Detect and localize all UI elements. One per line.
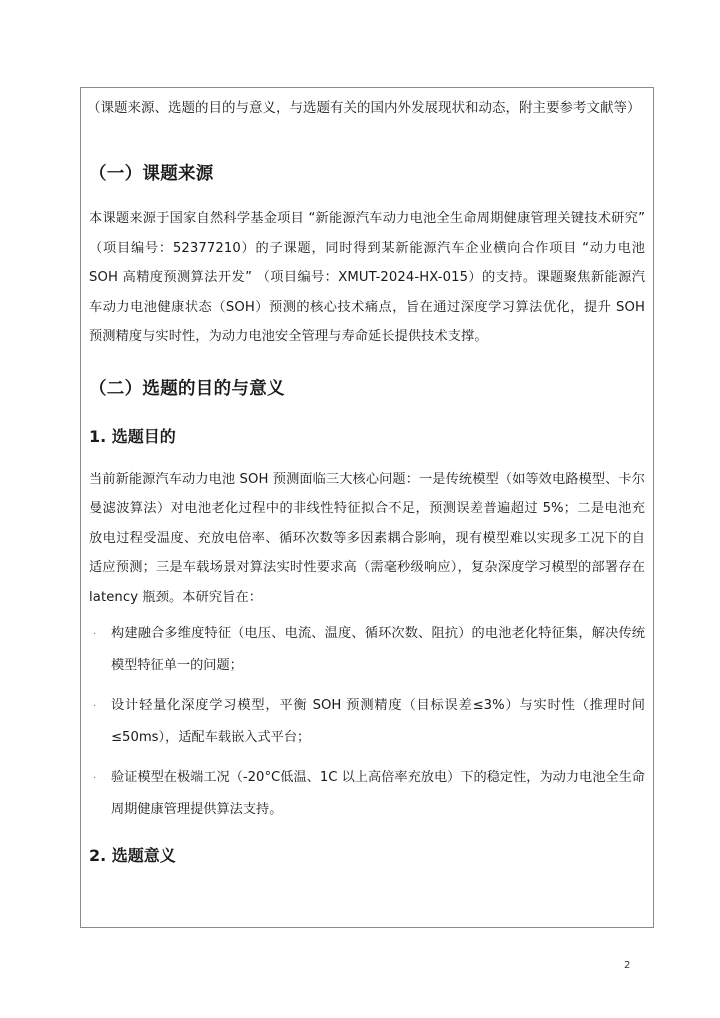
purpose-bullet-list: [89, 618, 645, 826]
bullet-dot-icon: ·: [93, 699, 97, 712]
bullet-text: 验证模型在极端工况（-20°C低温、1C 以上高倍率充放电）下的稳定性，为动力电池全生命周期健康管理提供算法支持。: [111, 770, 645, 817]
section-heading-purpose-significance: （二）选题的目的与意义: [89, 378, 285, 399]
bullet-text: 设计轻量化深度学习模型，平衡 SOH 预测精度（目标误差≤3%）与实时性（推理时间≤50ms），适配车载嵌入式平台；: [111, 698, 645, 745]
list-item: [89, 690, 645, 754]
section-heading-topic-source: （一）课题来源: [89, 164, 214, 184]
bullet-text: 构建融合多维度特征（电压、电流、温度、循环次数、阻抗）的电池老化特征集，解决传统模型特征单一的问题；: [111, 626, 645, 673]
bullet-dot-icon: ·: [93, 627, 97, 640]
list-item: [89, 762, 645, 826]
content-frame: [80, 87, 654, 928]
list-item: [89, 618, 645, 682]
bullet-dot-icon: ·: [93, 771, 97, 784]
topic-source-paragraph: 本课题来源于国家自然科学基金项目 “新能源汽车动力电池全生命周期健康管理关键技术研究” （项目编号：52377210）的子课题，同时得到某新能源汽车企业横向合作项目 “动力电池 SOH 高精度预测算法开发” （项目编号：XMUT-2024-HX-015）的支持。课题聚焦新能源汽车动力电池健康状态（SOH）预测的核心技术痛点，旨在通过深度学习算法优化，提升 SOH 预测精度与实时性，为动力电池安全管理与寿命延长提供技术支撑。: [89, 211, 645, 344]
subheading-significance: 2. 选题意义: [89, 846, 176, 865]
intro-instruction: （课题来源、选题的目的与意义，与选题有关的国内外发展现状和动态，附主要参考文献等）: [87, 100, 641, 116]
page-number: 2: [624, 960, 631, 971]
purpose-paragraph: 当前新能源汽车动力电池 SOH 预测面临三大核心问题：一是传统模型（如等效电路模型、卡尔曼滤波算法）对电池老化过程中的非线性特征拟合不足，预测误差普遍超过 5%；二是电池充放电过程受温度、充放电倍率、循环次数等多因素耦合影响，现有模型难以实现多工况下的自适应预测；三是车载场景对算法实时性要求高（需毫秒级响应），复杂深度学习模型的部署存在 latency 瓶颈。本研究旨在：: [89, 471, 645, 605]
subheading-purpose: 1. 选题目的: [89, 426, 176, 446]
document-body: [81, 88, 653, 868]
